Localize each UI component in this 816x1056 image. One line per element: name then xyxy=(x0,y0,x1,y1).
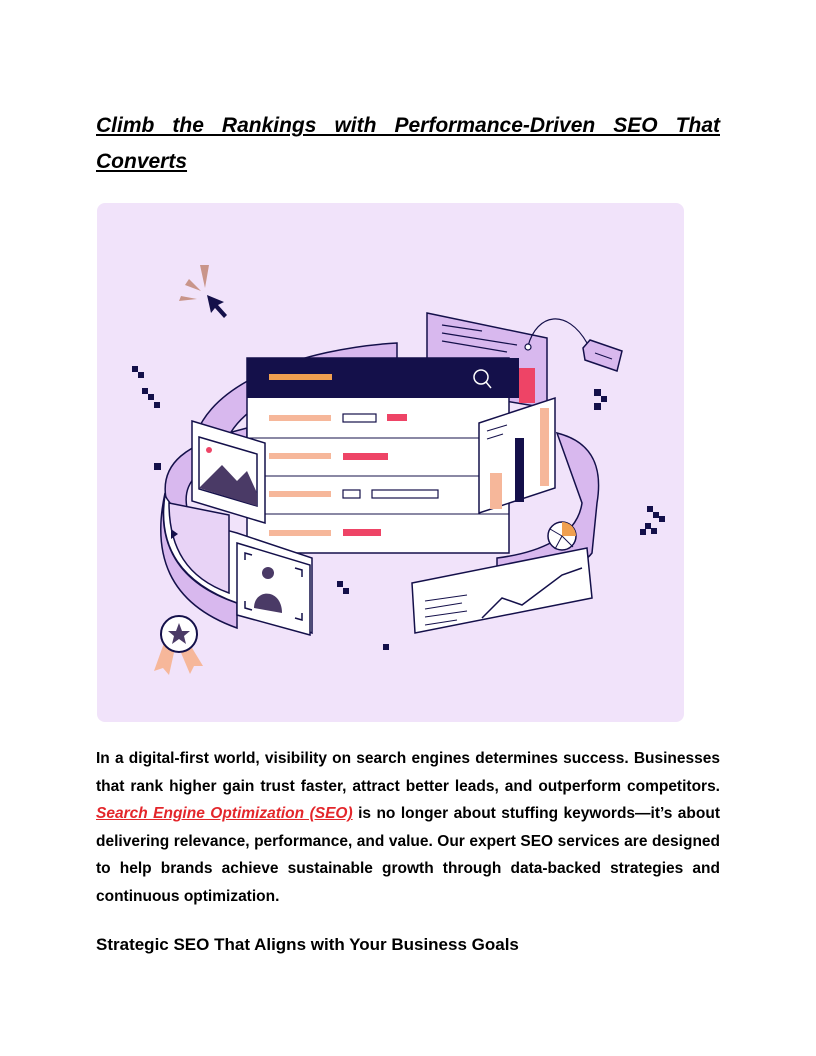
page-title: Climb the Rankings with Performance-Driven SEO That Converts xyxy=(96,114,720,173)
intro-text-end: is no longer about stuffing keywords—it’s about delivering relevance, performance, and value. Our expert SEO services are designed to help brands achieve sustainable growth through data-backed strategies and continuous optimization. xyxy=(96,805,720,905)
star-badge-icon xyxy=(154,616,203,675)
cursor-icon xyxy=(179,265,227,318)
intro-text-start: In a digital-first world, visibility on search engines determines success. Businesses that rank higher gain trust faster, attract better leads, and outperform competitors. xyxy=(96,750,720,795)
pie-chart-icon xyxy=(548,522,576,550)
intro-paragraph xyxy=(96,745,720,911)
section-heading: Strategic SEO That Aligns with Your Business Goals xyxy=(96,935,519,954)
seo-link[interactable]: Search Engine Optimization (SEO) xyxy=(96,805,353,823)
hero-illustration xyxy=(97,203,684,722)
